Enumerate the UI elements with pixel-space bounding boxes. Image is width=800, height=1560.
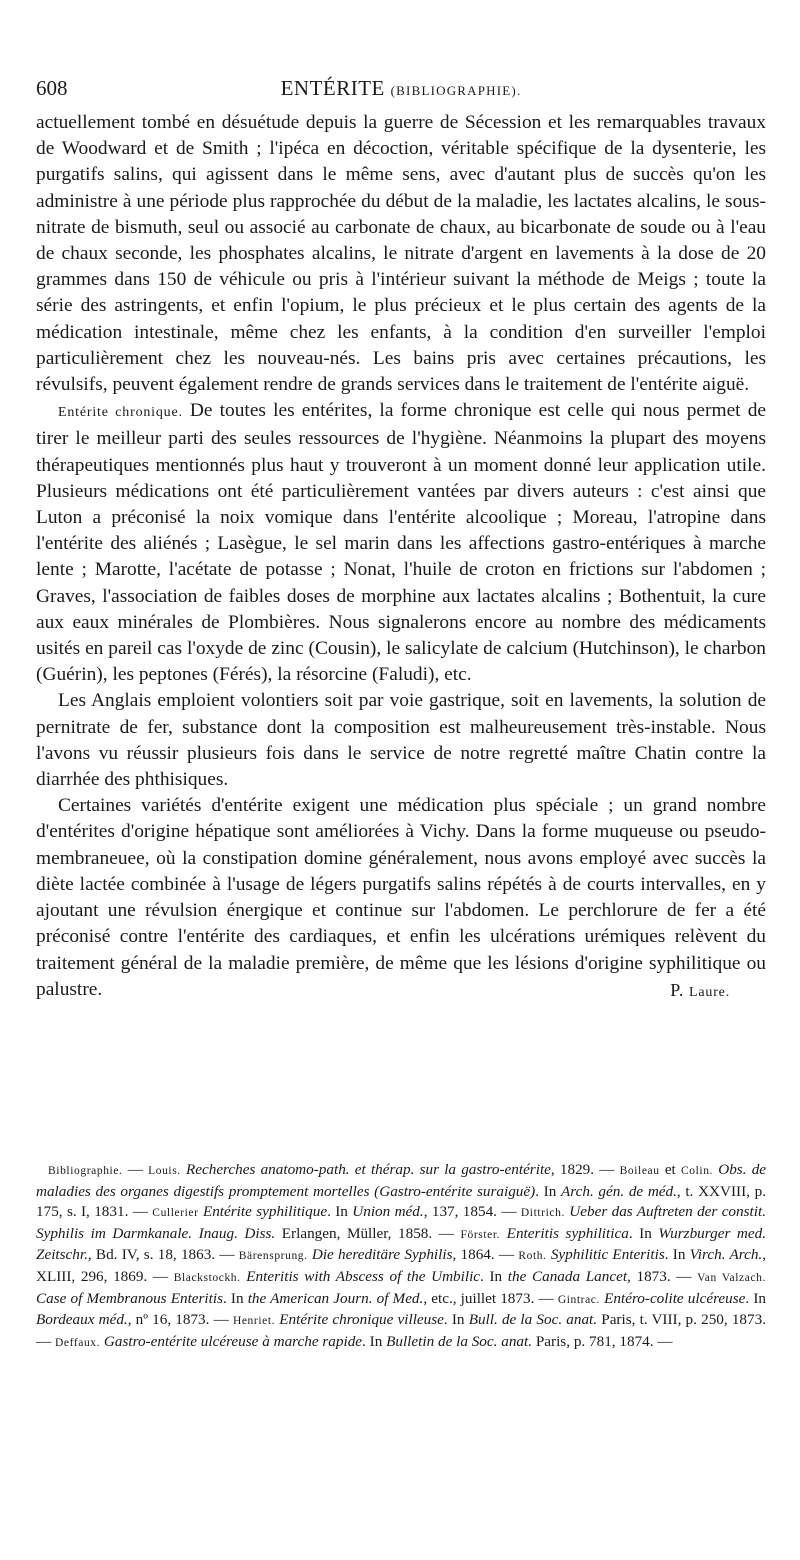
bib-text: Paris, t. VIII, p. 250, 1873. — [36,1311,767,1350]
bib-title: Syphilitic Enteritis [550,1246,665,1264]
signature-name: Laure. [689,984,730,1000]
bib-text: Paris, p. 781, 1874. — [532,1332,673,1350]
bib-author: Bärensprung. [238,1250,308,1263]
bib-text: , 137, 1854. — [423,1203,521,1221]
bib-text: . In [443,1311,469,1329]
main-text [36,110,766,1006]
bib-author: Louis. [148,1165,181,1177]
bib-text: , 1864. — [452,1246,519,1264]
bib-text: . In [628,1224,659,1242]
running-title-sub: (BIBLIOGRAPHIE). [390,83,522,98]
bib-journal: Virch. Arch. [689,1246,763,1264]
bib-author: Blackstockh. [173,1271,241,1284]
bib-title: Gastro-entérite ulcéreuse à marche rapide [103,1332,363,1350]
paragraph-1: actuellement tombé en désuétude depuis la guerre de Sécession et les remarquables travaux de Woodward et de Smith ; l'ipéca en décoction, véritable spécifique de la dysenterie, les purgatifs salins, qui agissent dans le même sens, avec d'autant plus de succès qu'on les administre à une période plus rapprochée du début de la maladie, les lactates alcalins, le sous-nitrate de bismuth, seul ou associé au carbonate de chaux, au bicarbonate de soude ou à l'eau de chaux seconde, les phosphates alcalins, le nitrate d'argent en lavements à la dose de 20 grammes dans 150 de véhicule ou pris à l'intérieur suivant la méthode de Meigs ; toute la série des astringents, et enfin l'opium, le plus précieux et le plus certain des agents de la médication intestinale, même chez les enfants, à la condition d'en surveiller l'emploi particulièrement chez les nouveau-nés. Les bains pris avec certaines précautions, les révulsifs, peuvent également rendre de grands services dans le traitement de l'entérite aiguë. [36,112,766,396]
bib-title: Case of Membranous Enteritis [36,1289,224,1307]
paragraph-3: Les Anglais emploient volontiers soit par voie gastrique, soit en lavements, la solution de pernitrate de fer, substance dont la composition est malheureusement très-instable. Nous l'avons vu réussir plusieurs fois dans le service de notre regretté maître Chatin contre la diarrhée des phthisiques. [36,690,766,791]
bib-text: . In [327,1203,353,1221]
bib-text: , Bd. IV, s. 18, 1863. — [87,1246,239,1264]
bib-text: . In [535,1182,561,1200]
bib-title: Recherches anatomo-path. et thérap. sur la gastro-entérite [185,1161,551,1178]
bib-author: Van Valzach. [697,1271,766,1284]
running-title-main: ENTÉRITE [280,76,385,100]
bib-title: Enteritis with Abscess of the Umbilic [246,1267,481,1285]
bib-text: , etc., juillet 1873. — [423,1289,558,1307]
section-heading-entérite-chronique: Entérite chronique. [58,405,183,421]
bib-author: Förster. [460,1228,501,1241]
bib-title: Enteritis syphilitica [506,1224,629,1242]
paragraph-4-text: Certaines variétés d'entérite exigent une médication plus spéciale ; un grand nombre d'entérites d'origine hépatique sont améliorées à Vichy. Dans la forme muqueuse ou pseudo-membraneuee, où la constipation domine généralement, nous avons employé avec succès la diète lactée combinée à l'usage de légers purgatifs salins répétés à de courts intervalles, en y ajoutant une révulsion énergique et continue sur l'abdomen. Le perchlorure de fer a été préconisé contre l'entérite des cardiaques, et enfin les ulcérations urémiques relèvent du traitement général de la maladie première, de même que les lésions d'origine syphilitique ou palustre. [36,795,766,1000]
paragraph-4 [36,793,766,1003]
bib-text: , 1829. — [550,1161,620,1178]
bib-journal: the Canada Lancet [507,1267,628,1285]
bib-title: Entérite chronique villeuse [279,1311,444,1329]
bib-text: , t. XXVIII, p. 175, s. I, 1831. — [36,1182,766,1221]
bib-journal: Bulletin de la Soc. anat. [386,1332,533,1350]
bib-title: Entéro-colite ulcéreuse [604,1289,746,1307]
bib-text: et [659,1161,681,1178]
bib-text: , 1873. — [627,1267,698,1285]
bib-text: Erlangen, Müller, 1858. — [275,1224,461,1242]
bib-text: — [122,1161,149,1178]
bib-text: . In [362,1332,387,1350]
bib-author: Gintrac. [557,1293,600,1306]
bib-text: , nº 16, 1873. — [127,1311,233,1329]
bibliography-paragraph [36,1160,766,1353]
bib-title: Entérite syphilitique [202,1203,328,1221]
running-title [36,76,766,101]
bib-journal: Arch. gén. de méd. [561,1182,677,1200]
bib-journal: Bull. de la Soc. anat. [468,1311,598,1329]
bib-title: Ueber das Auftreten der constit. Syphilis im Darmkanale. Inaug. Diss. [36,1203,766,1242]
bib-journal: Bordeaux méd. [36,1311,128,1329]
bib-text: . In [223,1289,248,1307]
bib-author: Colin. [680,1165,714,1177]
bibliography [36,1160,766,1353]
running-header [36,76,766,106]
bib-journal: the American Journ. of Med. [247,1289,424,1307]
page-number: 608 [36,76,68,100]
bib-author: Roth. [518,1250,547,1263]
paragraph-2-text: De toutes les entérites, la forme chronique est celle qui nous permet de tirer le meilleur parti des seules ressources de l'hygiène. Néanmoins la plupart des moyens thérapeutiques mentionnés plus haut y trouveront à un moment donné leur application utile. Plusieurs médications ont été particulièrement vantées par divers auteurs : c'est ainsi que Luton a préconisé la noix vomique dans l'entérite alcoolique ; Moreau, l'atropine dans l'entérite des aliénés ; Lasègue, le sel marin dans les affections gastro-entériques à marche lente ; Marotte, l'acétate de potasse ; Nonat, l'huile de croton en frictions sur l'abdomen ; Graves, l'association de faibles doses de morphine aux lactates alcalins ; Bothentuit, la cure aux eaux minérales de Plombières. Nous signalerons encore au nombre des médicaments usités en pareil cas l'oxyde de zinc (Cousin), le salicylate de calcium (Hutchinson), le charbon (Guérin), les peptones (Férés), la résorcine (Faludi), etc. [36,400,766,686]
bib-text: . In [664,1246,690,1264]
bib-text: , XLIII, 296, 1869. — [36,1246,767,1285]
bib-author: Boileau [619,1165,660,1177]
bib-title: Obs. de maladies des organes digestifs promptement mortelles (Gastro-entérite suraiguë) [36,1161,767,1200]
bib-title: Die hereditäre Syphilis [311,1246,453,1264]
bib-text: . In [480,1267,508,1285]
signature-initial: P. [670,979,684,1000]
bib-author: Dittrich. [520,1207,565,1220]
bib-text: . In [745,1289,766,1307]
bib-author: Cullerier [152,1207,199,1220]
author-signature [648,977,730,1006]
bibliography-label: Bibliographie. [48,1165,123,1177]
bib-journal: Wurzburger med. Zeitschr. [36,1224,767,1264]
bib-author: Deffaux. [54,1336,101,1349]
paragraph-2 [36,398,766,688]
bib-journal: Union méd. [352,1203,424,1221]
bib-author: Henriet. [232,1315,276,1328]
